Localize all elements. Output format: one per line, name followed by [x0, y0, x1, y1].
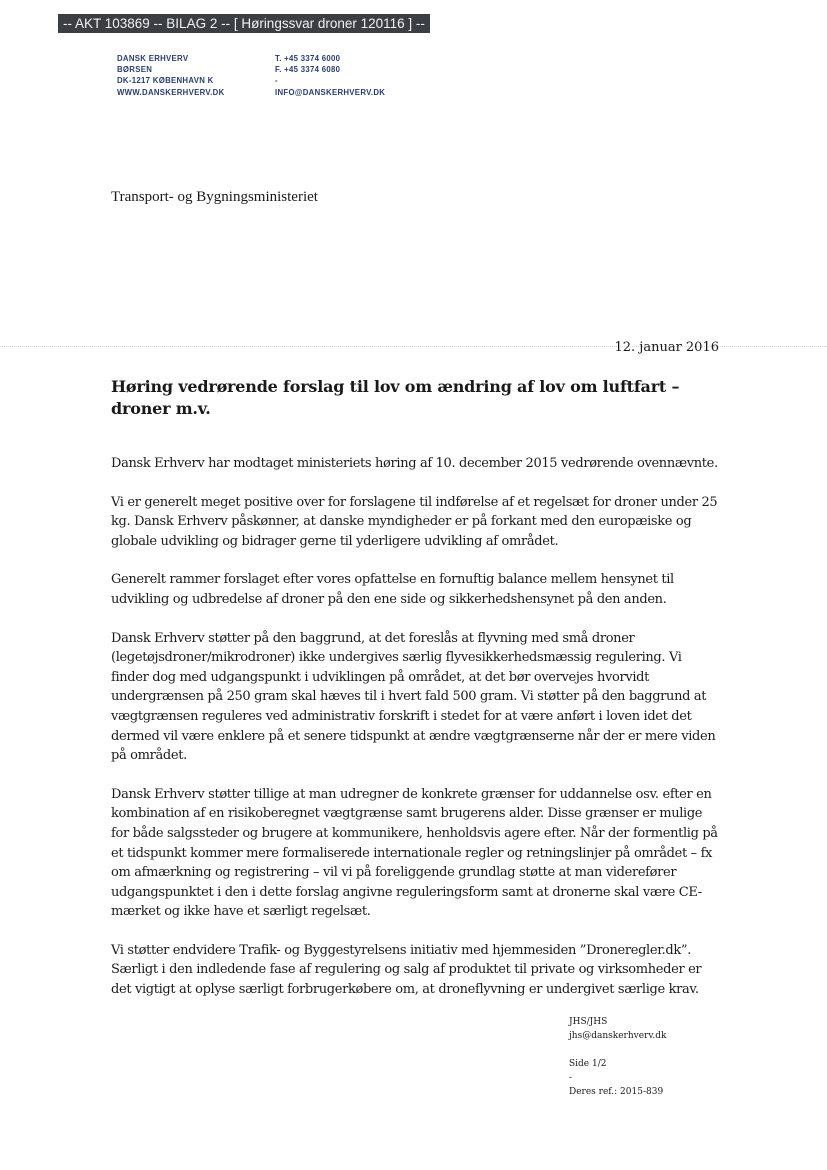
body-paragraph: Dansk Erhverv støtter på den baggrund, at det foreslås at flyvning med små droner (legetøjsdroner/mikrodroner) ikke undergives særlig flyvesikkerhedsmæssig regulering. Vi finder dog med udgangspunkt i udviklingen på området, at det bør overvejes hvorvidt undergrænsen på 250 gram skal hæves til i hvert fald 500 gram. Vi støtter på den baggrund at vægtgrænsen reguleres ved administrativ forskrift i stedet for at være anført i loven idet det dermed vil være enklere på et senere tidspunkt at ændre vægtgrænserne når der er mere viden på området.	[111, 630, 716, 764]
footer-email: jhs@danskerhverv.dk	[569, 1031, 667, 1041]
sender-contact	[275, 53, 385, 98]
body-paragraph: Dansk Erhverv støtter tillige at man udregner de konkrete grænser for uddannelse osv. efter en kombination af en risikoberegnet vægtgrænse samt brugerens alder. Disse grænser er mulige for både salgssteder og brugere at kommunikere, henholdsvis agere efter. Når der formentlig på et tidspunkt kommer mere formaliserede internationale regler og retningslinjer på området – fx om afmærkning og registrering – vil vi på foreliggende grundlag støtte at man viderefører udgangspunktet i den i dette forslag angivne reguleringsform samt at dronerne skal være CE-mærket og ikke have et særligt regelsæt.	[111, 786, 718, 920]
sender-building: BØRSEN	[117, 65, 153, 75]
body-paragraph: Dansk Erhverv har modtaget ministeriets høring af 10. december 2015 vedrørende ovennævnte.	[111, 456, 718, 471]
sender-fax: F. +45 3374 6080	[275, 65, 341, 75]
recipient-name: Transport- og Bygningsministeriet	[111, 189, 318, 205]
document-stamp-banner: -- AKT 103869 -- BILAG 2 -- [ Høringssvar droner 120116 ] --	[58, 14, 430, 33]
sender-company: DANSK ERHVERV	[117, 54, 189, 63]
letter-subject: Høring vedrørende forslag til lov om ændring af lov om luftfart – droner m.v.	[111, 377, 680, 418]
sender-address	[117, 53, 225, 98]
sender-website: WWW.DANSKERHVERV.DK	[117, 87, 225, 97]
body-paragraph: Vi er generelt meget positive over for forslagene til indførelse af et regelsæt for droner under 25 kg. Dansk Erhverv påskønner, at danske myndigheder er på forkant med den europæiske og globale udvikling og bidrager gerne til yderligere udvikling af området.	[111, 494, 718, 549]
body-paragraph: Generelt rammer forslaget efter vores opfattelse en fornuftig balance mellem hensynet til udvikling og udbredelse af droner på den ene side og sikkerhedshensynet på den anden.	[111, 572, 674, 607]
letter-date: 12. januar 2016	[614, 340, 719, 355]
sender-city: DK-1217 KØBENHAVN K	[117, 76, 214, 86]
sender-contact-dash: -	[275, 76, 278, 86]
letter-body	[111, 454, 721, 1019]
footer-reference: Deres ref.: 2015-839	[569, 1087, 664, 1097]
footer-page-number: Side 1/2	[569, 1059, 607, 1069]
footer-dash: -	[569, 1073, 573, 1083]
body-paragraph: Vi støtter endvidere Trafik- og Byggestyrelsens initiativ med hjemmesiden ”Droneregler.dk”. Særligt i den indledende fase af regulering og salg af produktet til private og virksomheder er det vigtigt at oplyse særligt forbrugerkøbere om, at droneflyvning er undergivet særlige krav.	[111, 942, 702, 998]
footer-initials: JHS/JHS	[569, 1017, 608, 1027]
sender-email: INFO@DANSKERHVERV.DK	[275, 87, 386, 97]
sender-phone: T. +45 3374 6000	[275, 54, 341, 63]
letter-footer	[569, 1015, 666, 1099]
